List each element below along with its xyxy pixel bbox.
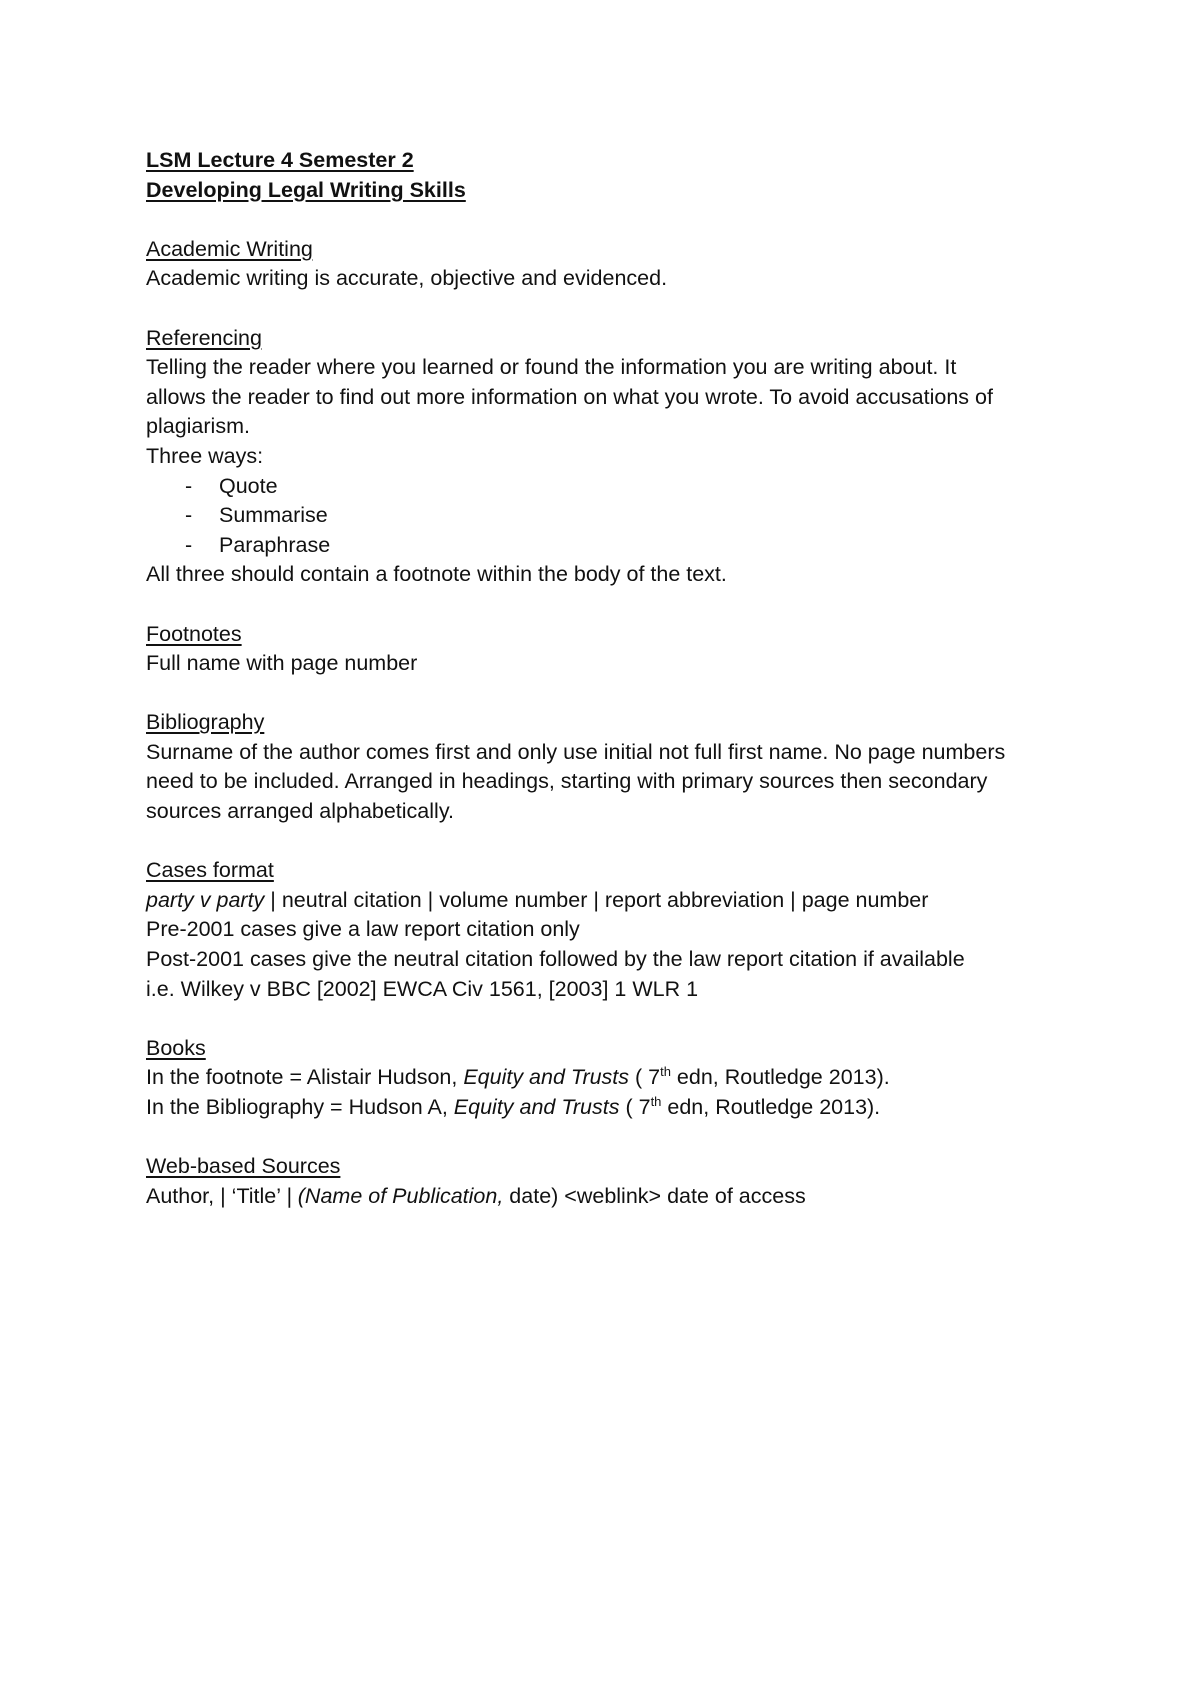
books-bibliography-line [146,1093,1076,1123]
edition-number: ( 7 [629,1065,661,1090]
web-format-author-title: Author, | ‘Title’ [146,1183,287,1208]
books-bib-prefix: In the Bibliography = Hudson A, [146,1095,454,1119]
document-title: LSM Lecture 4 Semester 2 [146,148,414,172]
case-format-parts: | neutral citation | volume number | report abbreviation | page number [264,887,929,912]
bibliography-text-line-3: sources arranged alphabetically. [146,799,454,824]
spacer [146,205,1076,235]
heading-footnotes: Footnotes [146,621,242,646]
list-item [146,531,1076,561]
cases-post-2001-text: Post-2001 cases give the neutral citation followed by the law report citation if available [146,947,965,972]
referencing-text-line-2: allows the reader to find out more information on what you wrote. To avoid accusations of [146,384,993,409]
bullet-dash: - [185,503,193,528]
web-sources-format-line [146,1182,1076,1212]
bullet-dash: - [185,473,193,498]
edition-superscript: th [660,1064,671,1080]
books-footnote-rest: edn, Routledge 2013). [670,1065,890,1090]
referencing-text-line-3: plagiarism. [146,414,250,439]
list-item [146,472,1076,502]
spacer [146,827,1076,857]
document-page [146,146,1076,1211]
bullet-dash: - [185,532,193,557]
heading-academic-writing: Academic Writing [146,236,313,261]
cases-pre-2001-text: Pre-2001 cases give a law report citation only [146,917,580,942]
three-ways-label: Three ways: [146,443,264,468]
heading-cases-format: Cases format [146,858,274,883]
cases-format-line [146,886,1076,916]
books-footnote-prefix: In the footnote = Alistair Hudson, [146,1065,464,1090]
list-item-text: Summarise [219,503,328,528]
edition-superscript: th [650,1093,662,1109]
spacer [146,590,1076,620]
edition-number: ( 7 [619,1095,651,1119]
heading-books: Books [146,1035,206,1060]
spacer [146,679,1076,709]
referencing-text-line-1: Telling the reader where you learned or found the information you are writing about. It [146,355,957,380]
list-item [146,501,1076,531]
spacer [146,1123,1076,1153]
spacer [146,294,1076,324]
bibliography-text-line-1: Surname of the author comes first and only use initial not full first name. No page numbers [146,739,1006,764]
books-bib-rest: edn, Routledge 2013). [661,1095,881,1119]
cases-example-text: i.e. Wilkey v BBC [2002] EWCA Civ 1561, [2003] 1 WLR 1 [146,976,699,1001]
web-format-rest: date) <weblink> date of access [503,1183,806,1208]
bibliography-text-line-2: need to be included. Arranged in headings, starting with primary sources then secondary [146,769,988,794]
footnotes-text: Full name with page number [146,651,418,676]
heading-referencing: Referencing [146,325,262,350]
referencing-closing-text: All three should contain a footnote within the body of the text. [146,562,727,587]
academic-writing-text: Academic writing is accurate, objective and evidenced. [146,266,668,291]
web-format-publication-italic: | (Name of Publication, [286,1183,504,1208]
list-item-text: Quote [219,473,278,498]
heading-bibliography: Bibliography [146,710,265,735]
case-party-italic: party v party [146,887,265,912]
spacer [146,1004,1076,1034]
books-footnote-line [146,1063,1076,1093]
list-item-text: Paraphrase [219,532,331,557]
book-title-italic: Equity and Trusts [463,1065,630,1090]
document-subtitle: Developing Legal Writing Skills [146,177,466,202]
heading-web-sources: Web-based Sources [146,1154,341,1179]
book-title-italic: Equity and Trusts [453,1095,620,1119]
